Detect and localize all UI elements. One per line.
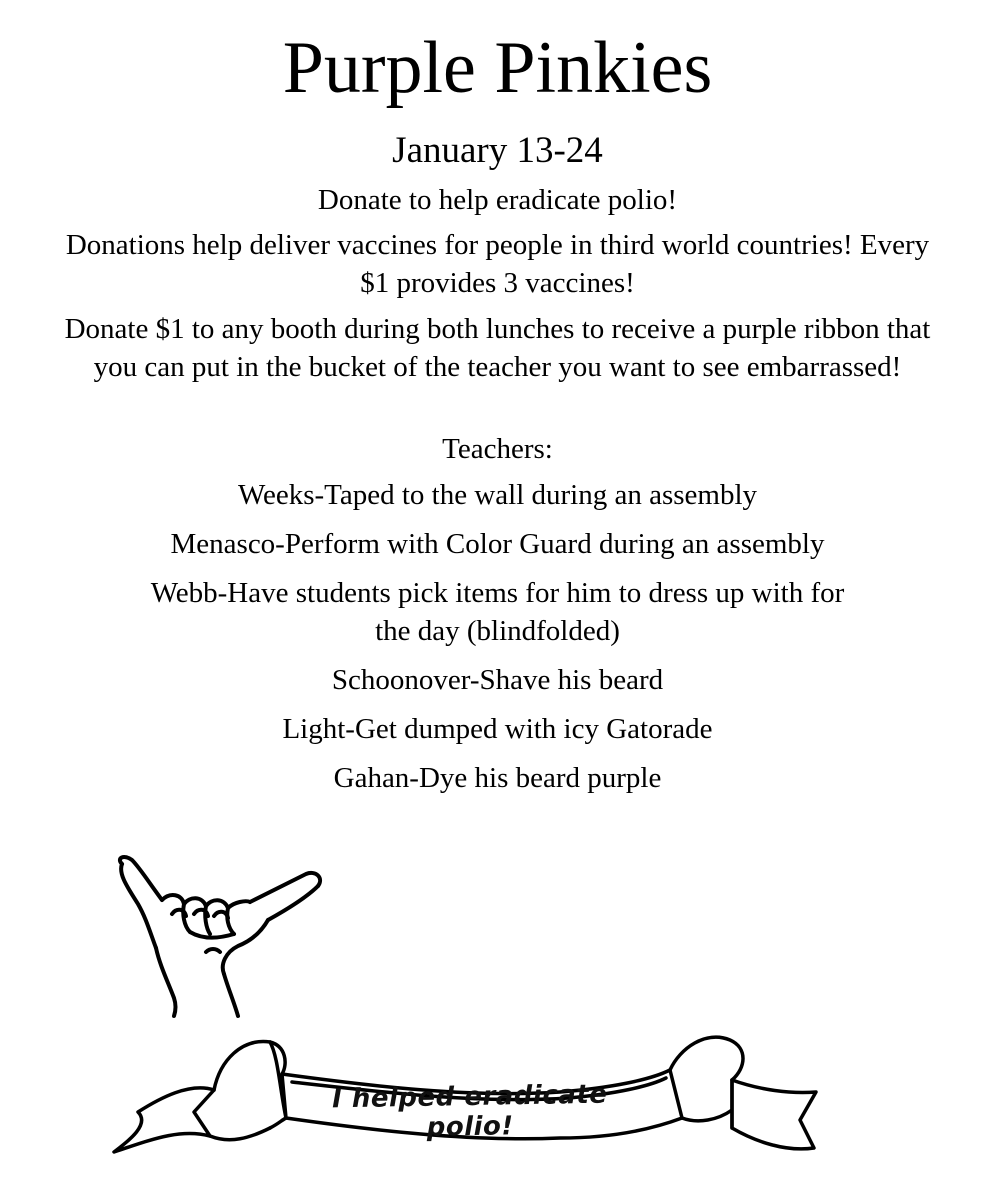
teacher-item: Menasco-Perform with Color Guard during an assembly (170, 528, 825, 560)
donation-info-text: Donations help deliver vaccines for people in third world countries! Every $1 provides 3 vaccines! (65, 229, 930, 299)
pinky-promise-hand-icon (110, 852, 325, 1022)
event-date: January 13-24 (392, 130, 603, 171)
teacher-item: Gahan-Dye his beard purple (333, 762, 662, 794)
teacher-item: Light-Get dumped with icy Gatorade (282, 713, 713, 745)
teacher-item: Webb-Have students pick items for him to dress up with for the day (blindfolded) (150, 577, 845, 647)
teacher-item: Schoonover-Shave his beard (331, 664, 664, 696)
instructions-text: Donate $1 to any booth during both lunches to receive a purple ribbon that you can put in the bucket of the teacher you want to see embarrassed! (64, 313, 931, 383)
banner-text: I helped eradicate polio! (331, 1079, 608, 1143)
teacher-item: Weeks-Taped to the wall during an assembly (237, 479, 758, 511)
teachers-heading: Teachers: (442, 433, 553, 465)
intro-text: Donate to help eradicate polio! (317, 184, 678, 216)
teacher-list (60, 476, 935, 808)
page-title: Purple Pinkies (282, 27, 713, 109)
